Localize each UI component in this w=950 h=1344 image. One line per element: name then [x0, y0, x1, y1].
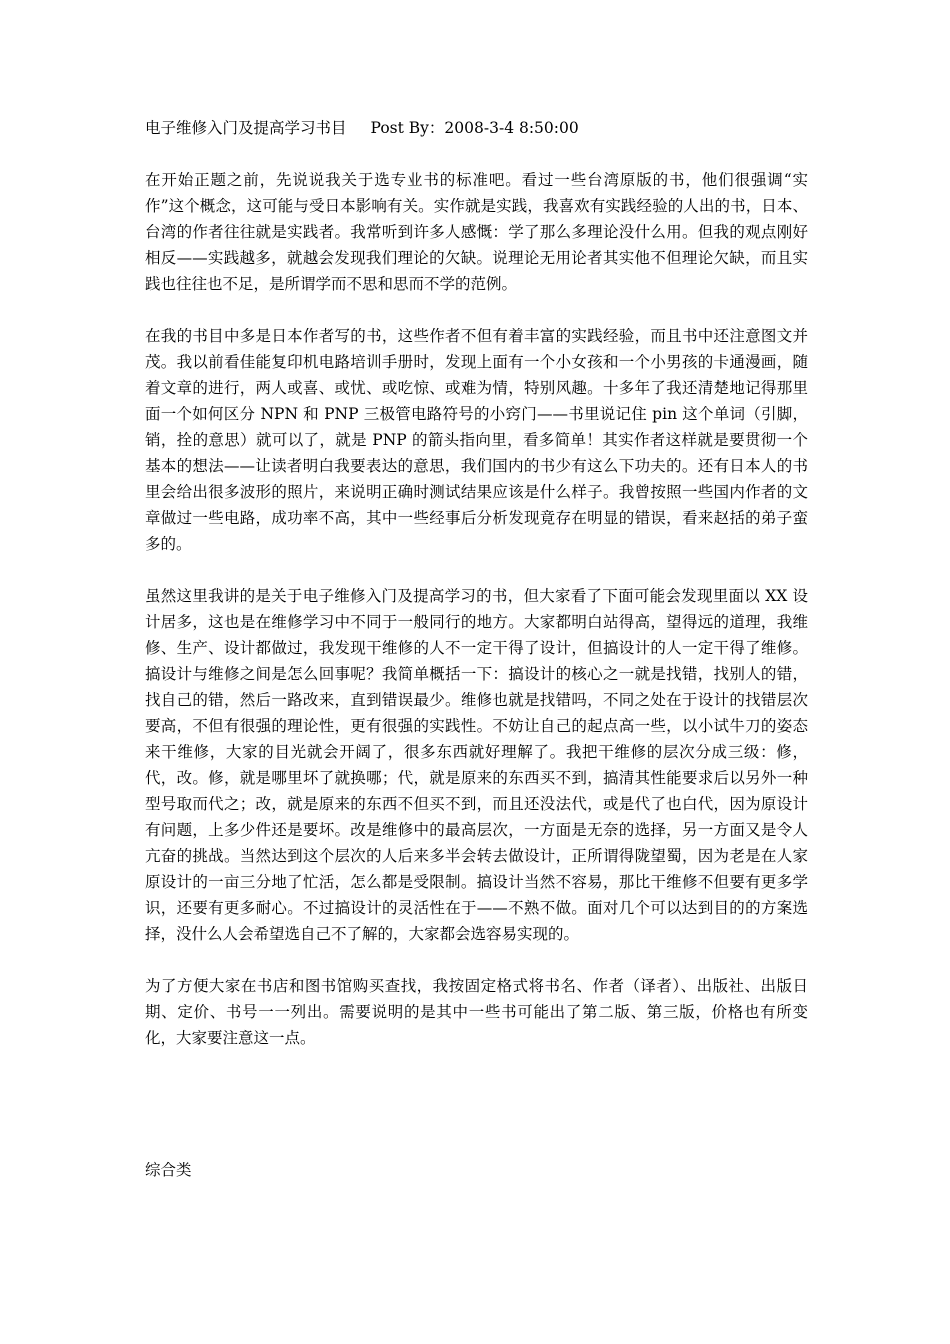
post-date: Post By：2008-3-4 8:50:00: [370, 119, 579, 137]
paragraph-4: 为了方便大家在书店和图书馆购买查找，我按固定格式将书名、作者（译者）、出版社、出版日期、定价、书号一一列出。需要说明的是其中一些书可能出了第二版、第三版，价格也有所变化，大家要注意这一点。: [145, 977, 808, 1047]
document-header: [145, 115, 808, 141]
paragraph-1: 在开始正题之前，先说说我关于选专业书的标准吧。看过一些台湾原版的书，他们很强调“实作”这个概念，这可能与受日本影响有关。实作就是实践，我喜欢有实践经验的人出的书，日本、台湾的作者往往就是实践者。我常听到许多人感慨：学了那么多理论没什么用。但我的观点刚好相反——实践越多，就越会发现我们理论的欠缺。说理论无用论者其实他不但理论欠缺，而且实践也往往也不足，是所谓学而不思和思而不学的范例。: [145, 171, 808, 293]
document-title: 电子维修入门及提高学习书目: [145, 119, 347, 137]
document-body: [145, 115, 808, 1179]
section-heading: 综合类: [145, 1161, 192, 1179]
paragraph-3: 虽然这里我讲的是关于电子维修入门及提高学习的书，但大家看了下面可能会发现里面以 XX 设计居多，这也是在维修学习中不同于一般同行的地方。大家都明白站得高，望得远的道理，我维修、生产、设计都做过，我发现干维修的人不一定干得了设计，但搞设计的人一定干得了维修。搞设计与维修之间是怎么回事呢？我简单概括一下：搞设计的核心之一就是找错，找别人的错，找自己的错，然后一路改来，直到错误最少。维修也就是找错吗，不同之处在于设计的找错层次要高，不但有很强的理论性，更有很强的实践性。不妨让自己的起点高一些，以小试牛刀的姿态来干维修，大家的目光就会开阔了，很多东西就好理解了。我把干维修的层次分成三级：修，代，改。修，就是哪里坏了就换哪；代，就是原来的东西买不到，搞清其性能要求后以另外一种型号取而代之；改，就是原来的东西不但买不到，而且还没法代，或是代了也白代，因为原设计有问题，上多少件还是要坏。改是维修中的最高层次，一方面是无奈的选择，另一方面又是令人亢奋的挑战。当然达到这个层次的人后来多半会转去做设计，正所谓得陇望蜀，因为老是在人家原设计的一亩三分地了忙活，怎么都是受限制。搞设计当然不容易，那比干维修不但要有更多学识，还要有更多耐心。不过搞设计的灵活性在于——不熟不做。面对几个可以达到目的的方案选择，没什么人会希望选自己不了解的，大家都会选容易实现的。: [145, 587, 808, 943]
paragraph-2: 在我的书目中多是日本作者写的书，这些作者不但有着丰富的实践经验，而且书中还注意图文并茂。我以前看佳能复印机电路培训手册时，发现上面有一个小女孩和一个小男孩的卡通漫画，随着文章的进行，两人或喜、或忧、或吃惊、或难为情，特别风趣。十多年了我还清楚地记得那里面一个如何区分 NPN 和 PNP 三极管电路符号的小窍门——书里说记住 pin 这个单词（引脚，销，拴的意思）就可以了，就是 PNP 的箭头指向里，看多简单！其实作者这样就是要贯彻一个基本的想法——让读者明白我要表达的意思，我们国内的书少有这么下功夫的。还有日本人的书里会给出很多波形的照片，来说明正确时测试结果应该是什么样子。我曾按照一些国内作者的文章做过一些电路，成功率不高，其中一些经事后分析发现竟存在明显的错误，看来赵括的弟子蛮多的。: [145, 327, 808, 553]
